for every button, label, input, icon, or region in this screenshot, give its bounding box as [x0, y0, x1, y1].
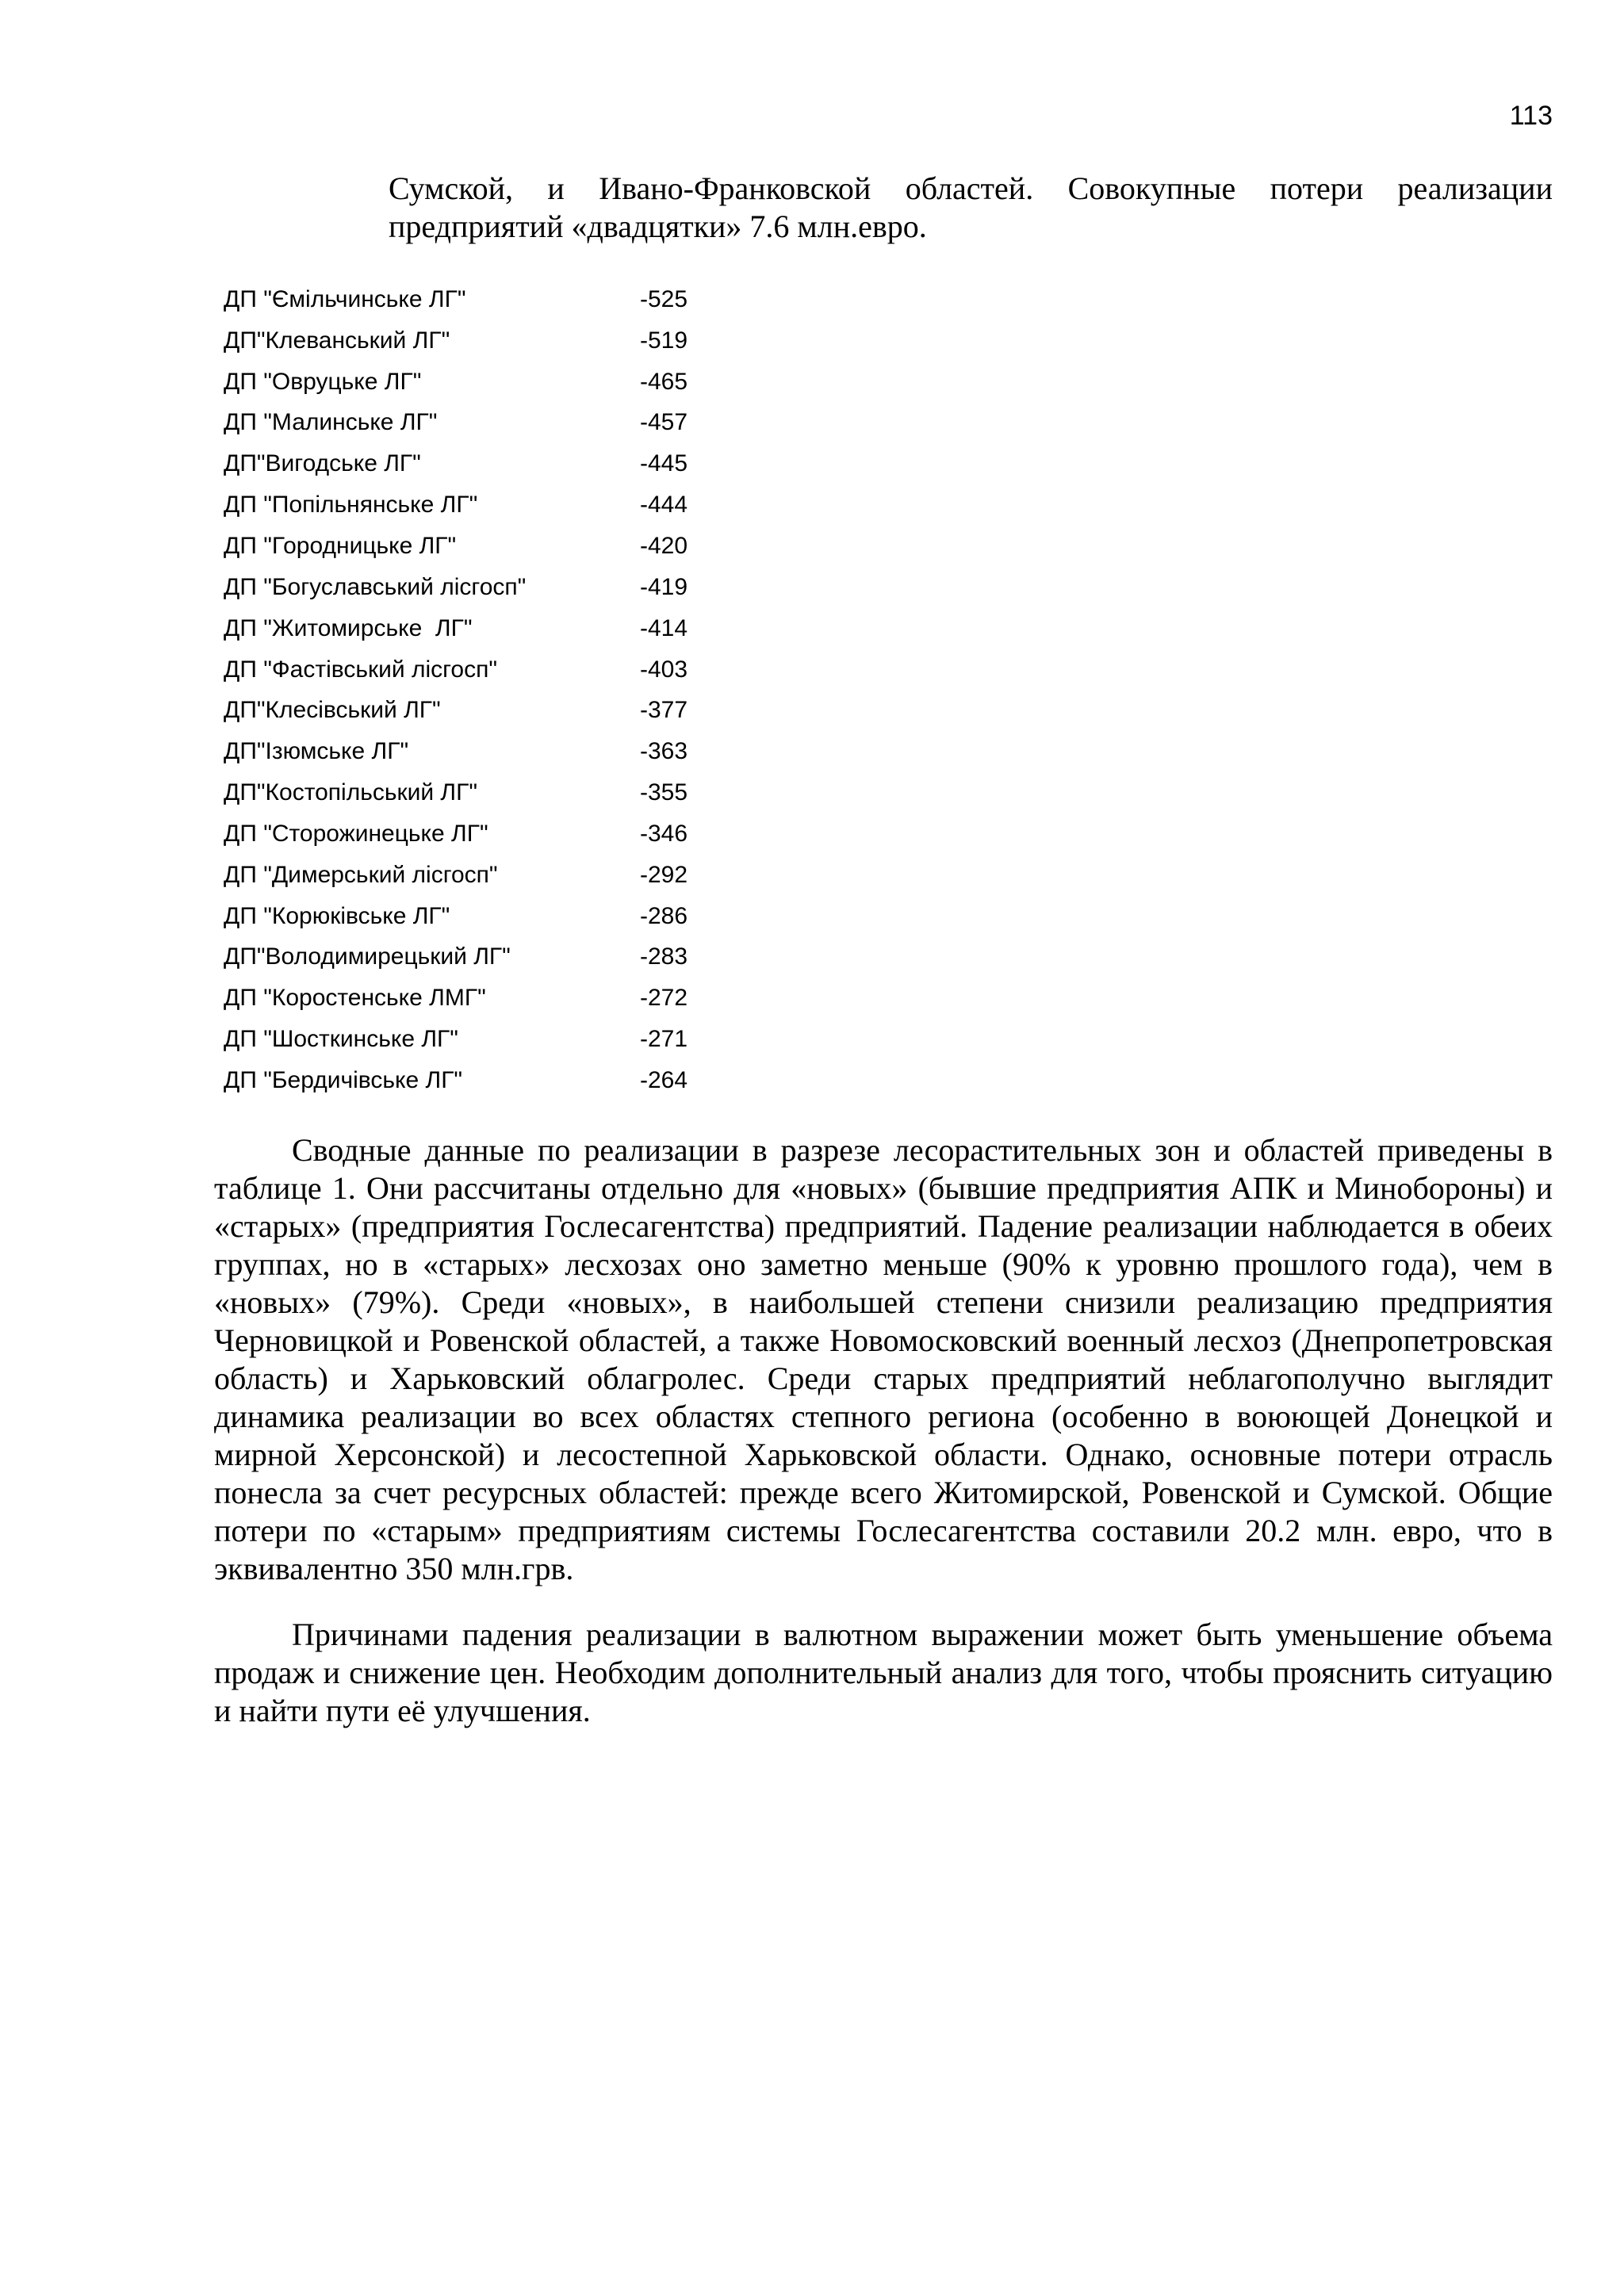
loss-value: -292 [640, 861, 688, 888]
enterprise-name: ДП "Житомирське ЛГ" [224, 614, 473, 641]
loss-value: -465 [640, 368, 688, 395]
causes-paragraph: Причинами падения реализации в валютном выражении может быть уменьшение объема продаж и снижение цен. Необходим дополнительный анализ для того, чтобы прояснить ситуацию и найти пути её улучшения. [214, 1617, 1553, 1728]
table-row [224, 690, 735, 731]
table-row [224, 978, 735, 1019]
enterprise-name: ДП "Димерський лісгосп" [224, 861, 498, 888]
loss-value: -519 [640, 327, 688, 354]
loss-value: -445 [640, 450, 688, 477]
enterprise-name: ДП"Костопільський ЛГ" [224, 779, 478, 806]
enterprise-name: ДП "Попільнянське ЛГ" [224, 492, 478, 519]
loss-value: -346 [640, 820, 688, 847]
enterprise-name: ДП"Ізюмське ЛГ" [224, 738, 409, 765]
loss-value: -457 [640, 409, 688, 436]
losses-table [224, 279, 735, 1101]
loss-value: -377 [640, 697, 688, 724]
loss-value: -286 [640, 902, 688, 929]
enterprise-name: ДП "Богуславський лісгосп" [224, 573, 527, 600]
table-row [224, 526, 735, 567]
table-row [224, 362, 735, 403]
table-row [224, 403, 735, 444]
table-row [224, 1060, 735, 1101]
loss-value: -363 [640, 738, 688, 765]
table-row [224, 731, 735, 772]
enterprise-name: ДП "Коростенське ЛМГ" [224, 985, 486, 1012]
loss-value: -264 [640, 1066, 688, 1093]
loss-value: -272 [640, 985, 688, 1012]
enterprise-name: ДП"Володимирецький ЛГ" [224, 943, 511, 970]
enterprise-name: ДП"Вигодське ЛГ" [224, 450, 421, 477]
loss-value: -419 [640, 573, 688, 600]
enterprise-name: ДП "Шосткинське ЛГ" [224, 1026, 458, 1053]
table-row [224, 320, 735, 362]
enterprise-name: ДП "Городницьке ЛГ" [224, 532, 457, 559]
enterprise-name: ДП"Клеванський ЛГ" [224, 327, 450, 354]
loss-value: -414 [640, 614, 688, 641]
table-row [224, 855, 735, 896]
loss-value: -403 [640, 656, 688, 683]
loss-value: -355 [640, 779, 688, 806]
loss-value: -444 [640, 492, 688, 519]
enterprise-name: ДП "Малинське ЛГ" [224, 409, 438, 436]
enterprise-name: ДП "Овруцьке ЛГ" [224, 368, 422, 395]
table-row [224, 279, 735, 320]
table-row [224, 608, 735, 649]
loss-value: -283 [640, 943, 688, 970]
table-row [224, 937, 735, 978]
enterprise-name: ДП "Сторожинецьке ЛГ" [224, 820, 488, 847]
enterprise-name: ДП "Ємільчинське ЛГ" [224, 285, 466, 312]
intro-paragraph: Сумской, и Ивано-Франковской областей. Совокупные потери реализации предприятий «двадцятки» 7.6 млн.евро. [389, 170, 1553, 244]
enterprise-name: ДП"Клесівський ЛГ" [224, 697, 441, 724]
loss-value: -525 [640, 285, 688, 312]
table-row [224, 896, 735, 937]
table-row [224, 772, 735, 813]
enterprise-name: ДП "Бердичівське ЛГ" [224, 1066, 463, 1093]
enterprise-name: ДП "Корюківське ЛГ" [224, 902, 450, 929]
enterprise-name: ДП "Фастівський лісгосп" [224, 656, 497, 683]
table-row [224, 484, 735, 526]
table-row [224, 813, 735, 855]
page-number: 113 [1509, 101, 1553, 131]
loss-value: -420 [640, 532, 688, 559]
table-row [224, 443, 735, 484]
loss-value: -271 [640, 1026, 688, 1053]
table-row [224, 649, 735, 691]
summary-paragraph: Сводные данные по реализации в разрезе лесорастительных зон и областей приведены в таблице 1. Они рассчитаны отдельно для «новых» (бывшие предприятия АПК и Минобороны) и «старых» (предприятия Гослесагентства) предприятий. Падение реализации наблюдается в обеих группах, но в «старых» лесхозах оно заметно меньше (90% к уровню прошлого года), чем в «новых» (79%). Среди «новых», в наибольшей степени снизили реализацию предприятия Черновицкой и Ровенской областей, а также Новомосковский военный лесхоз (Днепропетровская область) и Харьковский облагролес. Среди старых предприятий неблагополучно выглядит динамика реализации во всех областях степного региона (особенно в воюющей Донецкой и мирной Херсонской) и лесостепной Харьковской области. Однако, основные потери отрасль понесла за счет ресурсных областей: прежде всего Житомирской, Ровенской и Сумской. Общие потери по «старым» предприятиям системы Гослесагентства составили 20.2 млн. евро, что в эквивалентно 350 млн.грв. [214, 1132, 1553, 1586]
table-row [224, 567, 735, 608]
table-row [224, 1019, 735, 1060]
